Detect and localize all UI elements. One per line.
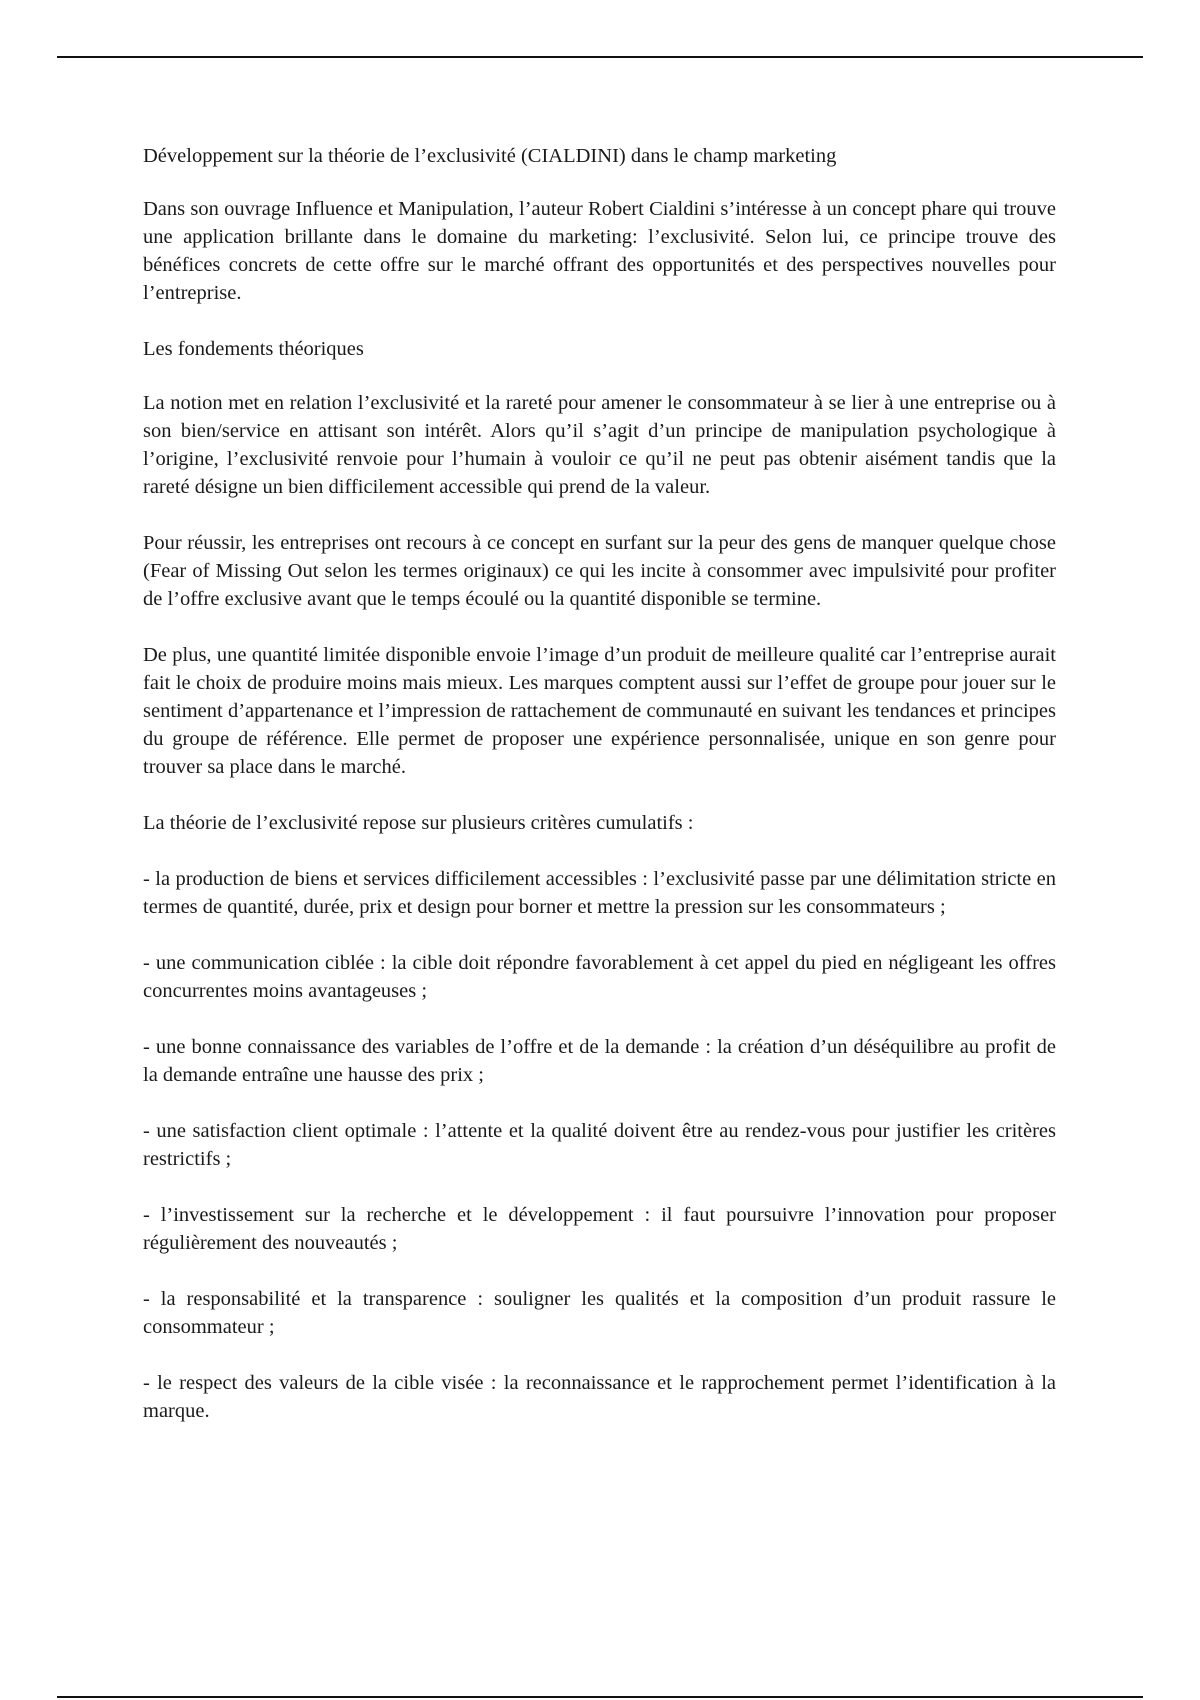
- criteria-item: - une communication ciblée : la cible doit répondre favorablement à cet appel du pied en négligeant les offres concurrentes moins avantageuses ;: [143, 952, 1056, 1002]
- criteria-intro: La théorie de l’exclusivité repose sur plusieurs critères cumulatifs :: [143, 812, 694, 834]
- section-heading: Les fondements théoriques: [143, 338, 364, 360]
- document-title: Développement sur la théorie de l’exclusivité (CIALDINI) dans le champ marketing: [143, 145, 837, 167]
- bottom-divider: [57, 1696, 1143, 1698]
- criteria-item: - le respect des valeurs de la cible visée : la reconnaissance et le rapprochement permet l’identification à la marque.: [143, 1372, 1056, 1422]
- body-paragraph: La notion met en relation l’exclusivité et la rareté pour amener le consommateur à se lier à une entreprise ou à son bien/service en attisant son intérêt. Alors qu’il s’agit d’un principe de manipulation psychologique à l’origine, l’exclusivité renvoie pour l’humain à vouloir ce qu’il ne peut pas obtenir aisément tandis que la rareté désigne un bien difficilement accessible qui prend de la valeur.: [143, 392, 1056, 498]
- criteria-item: - la production de biens et services difficilement accessibles : l’exclusivité passe par une délimitation stricte en termes de quantité, durée, prix et design pour borner et mettre la pression sur les consommateurs ;: [143, 868, 1056, 918]
- body-paragraph: De plus, une quantité limitée disponible envoie l’image d’un produit de meilleure qualité car l’entreprise aurait fait le choix de produire moins mais mieux. Les marques comptent aussi sur l’effet de groupe pour jouer sur le sentiment d’appartenance et l’impression de rattachement de communauté en suivant les tendances et principes du groupe de référence. Elle permet de proposer une expérience personnalisée, unique en son genre pour trouver sa place dans le marché.: [143, 644, 1056, 778]
- criteria-item: - une satisfaction client optimale : l’attente et la qualité doivent être au rendez-vous pour justifier les critères restrictifs ;: [143, 1120, 1056, 1170]
- criteria-item: - l’investissement sur la recherche et le développement : il faut poursuivre l’innovation pour proposer régulièrement des nouveautés ;: [143, 1204, 1056, 1254]
- document-body: [143, 142, 1056, 1453]
- intro-paragraph: Dans son ouvrage Influence et Manipulation, l’auteur Robert Cialdini s’intéresse à un concept phare qui trouve une application brillante dans le domaine du marketing: l’exclusivité. Selon lui, ce principe trouve des bénéfices concrets de cette offre sur le marché offrant des opportunités et des perspectives nouvelles pour l’entreprise.: [143, 198, 1056, 304]
- body-paragraph: Pour réussir, les entreprises ont recours à ce concept en surfant sur la peur des gens de manquer quelque chose (Fear of Missing Out selon les termes originaux) ce qui les incite à consommer avec impulsivité pour profiter de l’offre exclusive avant que le temps écoulé ou la quantité disponible se termine.: [143, 532, 1056, 610]
- criteria-item: - une bonne connaissance des variables de l’offre et de la demande : la création d’un déséquilibre au profit de la demande entraîne une hausse des prix ;: [143, 1036, 1056, 1086]
- criteria-item: - la responsabilité et la transparence : souligner les qualités et la composition d’un produit rassure le consommateur ;: [143, 1288, 1056, 1338]
- top-divider: [57, 56, 1143, 58]
